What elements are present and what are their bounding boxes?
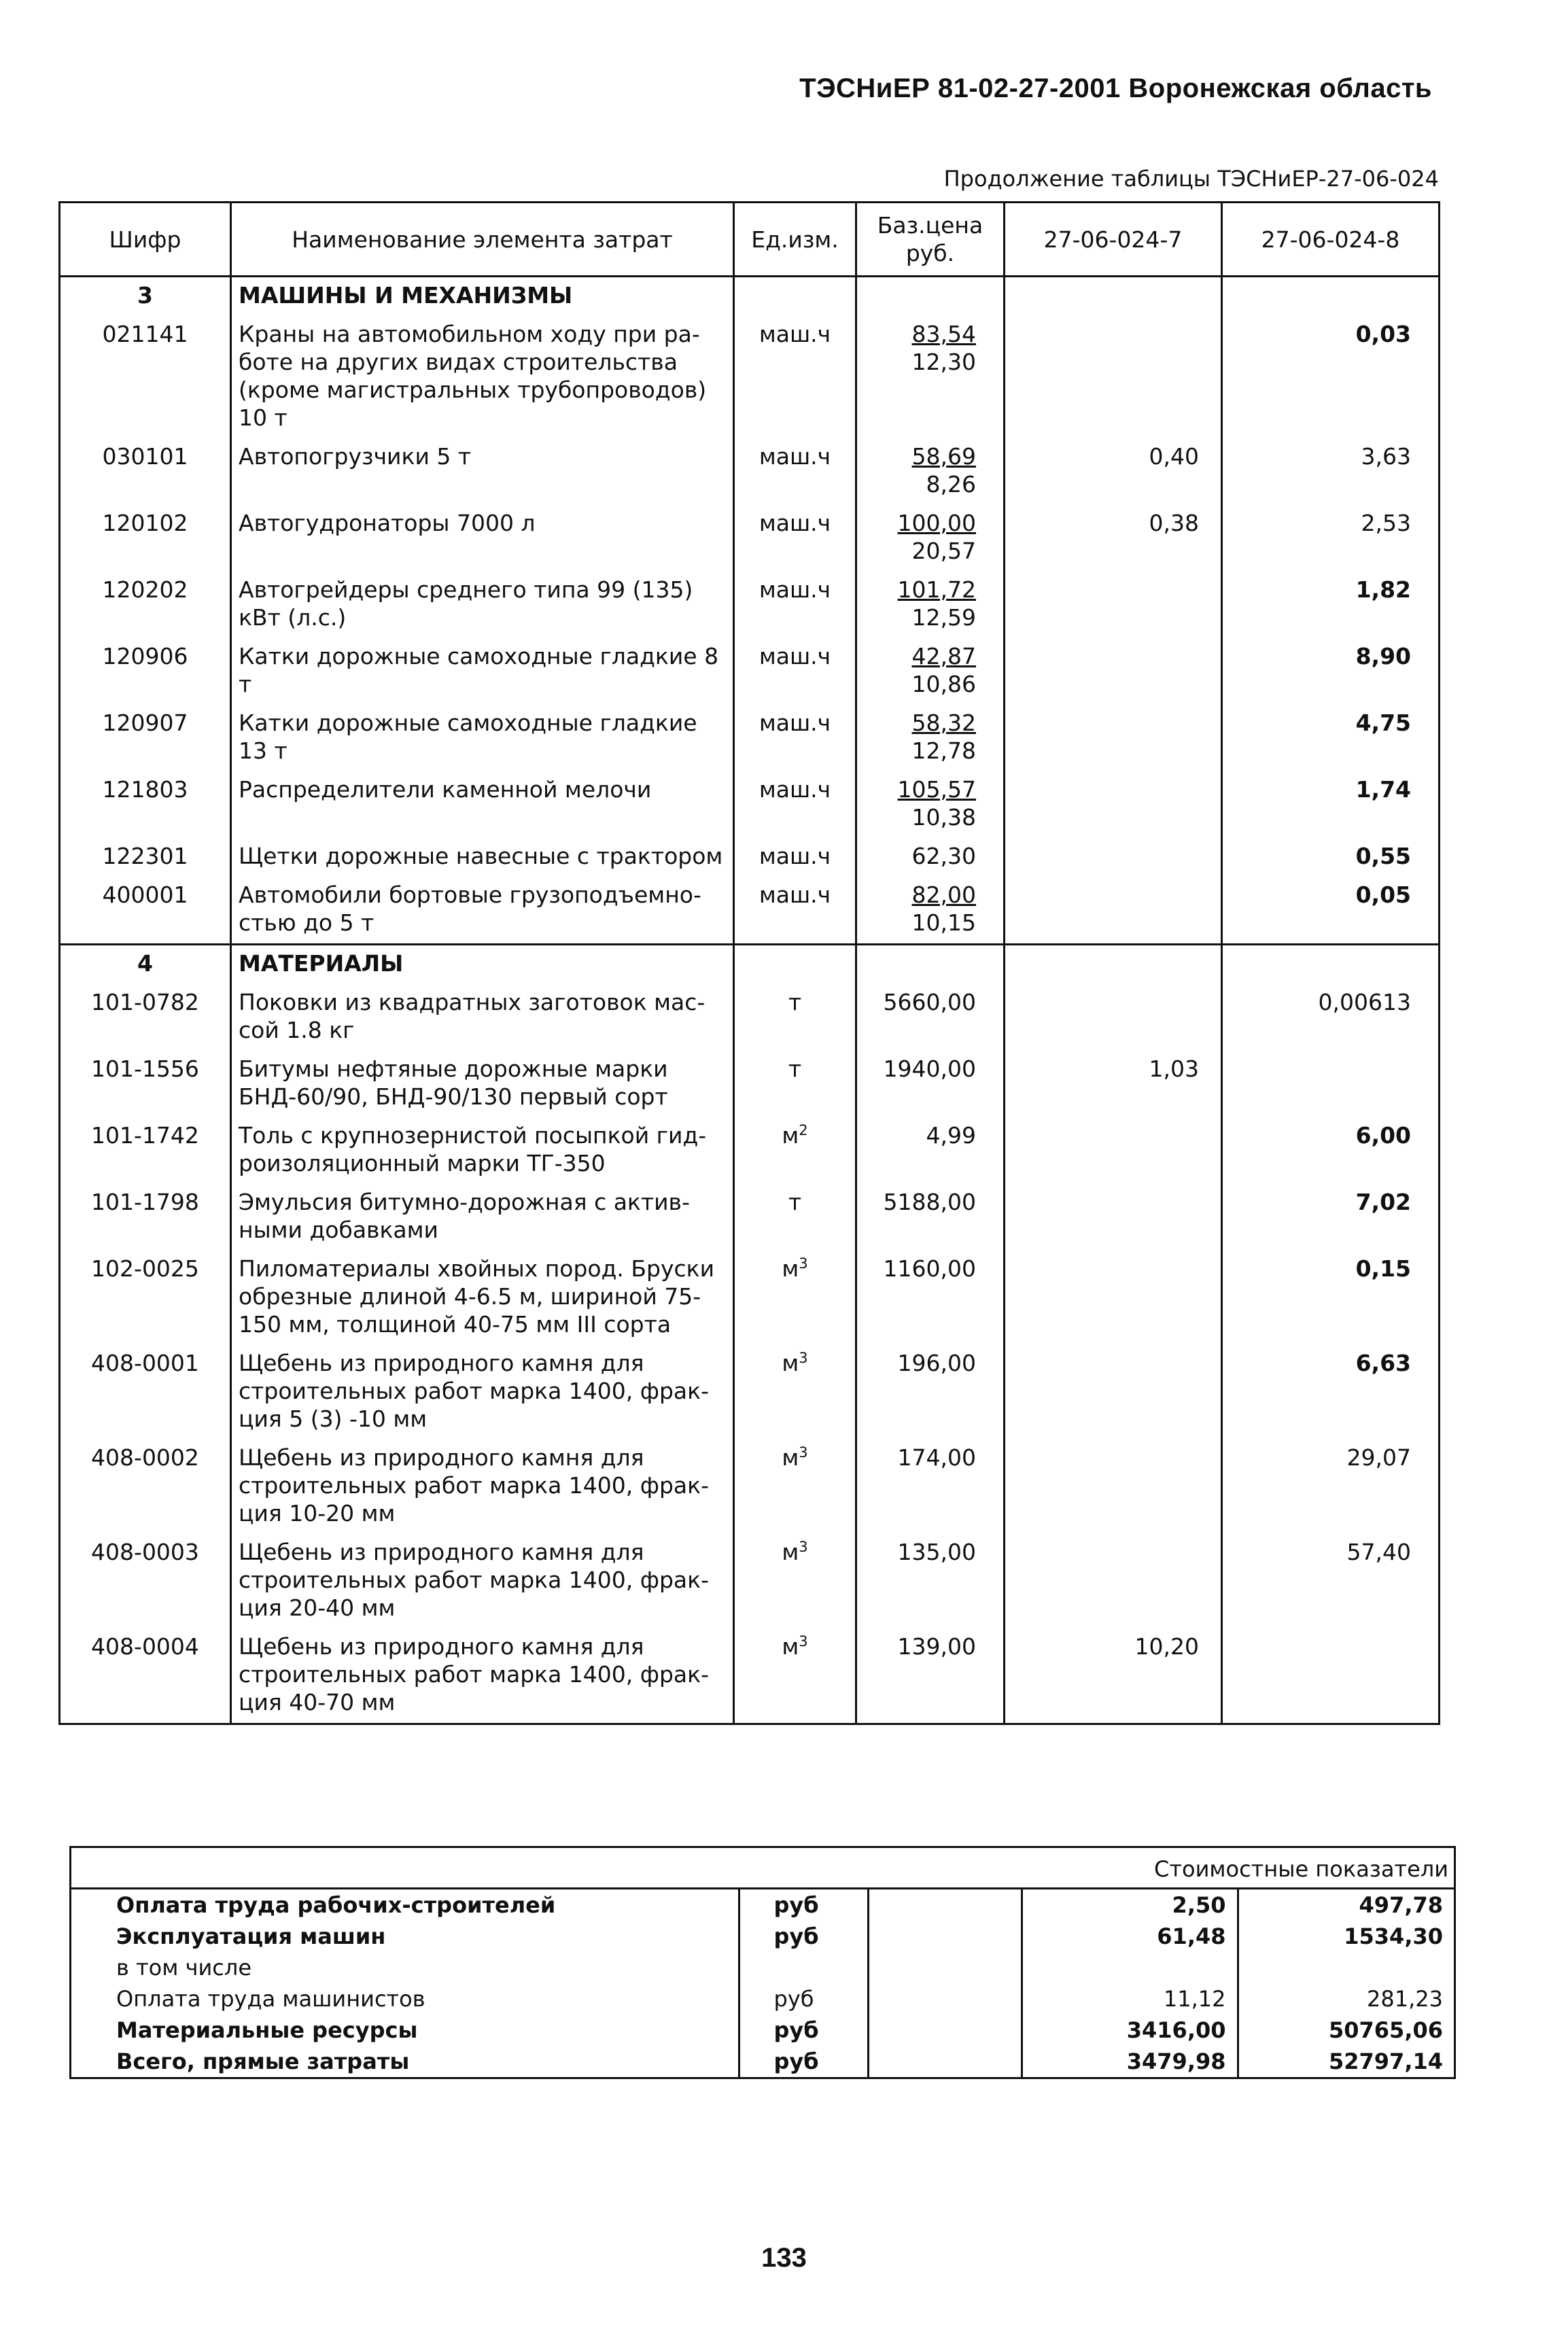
- resource-unit: [734, 1628, 856, 1724]
- resource-name: Эмульсия битумно-дорожная с актив-ными добавками: [231, 1184, 734, 1251]
- unit-exponent: 3: [799, 1444, 808, 1461]
- resource-unit: [734, 438, 856, 505]
- resource-code: 101-1556: [60, 1051, 231, 1117]
- norm-8-value: 0,05: [1222, 877, 1440, 945]
- cost-indicators-caption-row: [71, 1848, 1454, 1889]
- base-price: [856, 505, 1005, 572]
- resource-unit: [734, 1184, 856, 1251]
- cost-row: [71, 1889, 1454, 1921]
- operator-wage-price: 10,86: [911, 671, 976, 697]
- resource-name: Поковки из квадратных заготовок мас-сой 1.8 кг: [231, 984, 734, 1051]
- table-row: [60, 1628, 1440, 1724]
- cost-row: [71, 2015, 1454, 2046]
- unit-text: маш.ч: [759, 576, 831, 603]
- unit-exponent: 2: [799, 1122, 808, 1138]
- norm-7-value: [1005, 838, 1222, 877]
- norm-7-value: [1005, 1534, 1222, 1628]
- cost-label: Материальные ресурсы: [116, 2017, 418, 2043]
- resource-name: Щебень из природного камня для строительных работ марка 1400, фрак-ция 10-20 мм: [231, 1440, 734, 1534]
- resource-name: Щетки дорожные навесные с трактором: [231, 838, 734, 877]
- empty-cell: [1222, 945, 1440, 985]
- operator-wage-price: 12,78: [911, 737, 976, 764]
- table-body: [60, 277, 1440, 1724]
- unit-text: маш.ч: [759, 843, 831, 869]
- machine-price: 58,32: [911, 710, 976, 736]
- unit-exponent: 3: [799, 1633, 808, 1650]
- unit-text: м: [782, 1539, 799, 1565]
- operator-wage-price: 12,30: [911, 349, 976, 375]
- unit-text: м: [782, 1633, 799, 1660]
- section-number: 3: [60, 277, 231, 317]
- empty-cell: [868, 1889, 1022, 1921]
- norm-7-value: [1005, 771, 1222, 838]
- table-row: [60, 1051, 1440, 1117]
- machine-price: 101,72: [897, 576, 976, 603]
- norm-7-value: [1005, 705, 1222, 771]
- unit-text: м: [782, 1122, 799, 1149]
- machine-price: 83,54: [911, 321, 976, 347]
- machine-price: 58,69: [911, 443, 976, 470]
- resource-code: 101-1742: [60, 1117, 231, 1184]
- base-price: 5660,00: [856, 984, 1005, 1051]
- cost-indicators-caption: Стоимостные показатели: [1154, 1856, 1448, 1882]
- unit-text: м: [782, 1350, 799, 1376]
- resource-unit: [734, 1117, 856, 1184]
- norm-8-value: 0,03: [1222, 316, 1440, 438]
- operator-wage-price: 10,38: [911, 804, 976, 831]
- cost-row: [71, 1921, 1454, 1952]
- norm-7-value: [1005, 638, 1222, 705]
- cost-unit: руб: [739, 2046, 868, 2077]
- cost-value-8: 52797,14: [1238, 2046, 1454, 2077]
- unit-text: маш.ч: [759, 710, 831, 736]
- cost-unit: руб: [739, 1889, 868, 1921]
- cost-value-7: 2,50: [1022, 1889, 1238, 1921]
- table-row: [60, 438, 1440, 505]
- base-price: 196,00: [856, 1345, 1005, 1440]
- norm-8-value: 2,53: [1222, 505, 1440, 572]
- resource-unit: [734, 316, 856, 438]
- column-header-norm-7: 27-06-024-7: [1005, 203, 1222, 277]
- norm-7-value: [1005, 1440, 1222, 1534]
- empty-cell: [868, 1983, 1022, 2015]
- cost-label: Оплата труда рабочих-строителей: [116, 1892, 556, 1918]
- operator-wage-price: 20,57: [911, 538, 976, 564]
- base-price: 139,00: [856, 1628, 1005, 1724]
- cost-label: Оплата труда машинистов: [116, 1986, 425, 2012]
- resource-code: 101-0782: [60, 984, 231, 1051]
- empty-cell: [1005, 945, 1222, 985]
- norm-7-value: [1005, 1251, 1222, 1345]
- empty-cell: [868, 2046, 1022, 2077]
- empty-cell: [868, 1952, 1022, 1983]
- column-header-code: Шифр: [60, 203, 231, 277]
- machine-price: 62,30: [911, 843, 976, 869]
- resource-code: 408-0004: [60, 1628, 231, 1724]
- cost-value-7: 11,12: [1022, 1983, 1238, 2015]
- resource-unit: [734, 1345, 856, 1440]
- empty-cell: [734, 277, 856, 317]
- norm-7-value: 10,20: [1005, 1628, 1222, 1724]
- resource-name: Автогудронаторы 7000 л: [231, 505, 734, 572]
- cost-label: в том числе: [116, 1955, 251, 1981]
- section-title: МАТЕРИАЛЫ: [231, 945, 734, 985]
- table-row: [60, 838, 1440, 877]
- resource-name: Катки дорожные самоходные гладкие 13 т: [231, 705, 734, 771]
- cost-value-7: 61,48: [1022, 1921, 1238, 1952]
- norm-8-value: 29,07: [1222, 1440, 1440, 1534]
- resource-name: Битумы нефтяные дорожные марки БНД-60/90, БНД-90/130 первый сорт: [231, 1051, 734, 1117]
- base-price: [856, 705, 1005, 771]
- empty-cell: [1222, 277, 1440, 317]
- resource-name: Толь с крупнозернистой посыпкой гид-роизоляционный марки ТГ-350: [231, 1117, 734, 1184]
- table-continuation-note: Продолжение таблицы ТЭСНиЕР-27-06-024: [943, 166, 1439, 192]
- norm-8-value: 1,74: [1222, 771, 1440, 838]
- column-header-norm-8: 27-06-024-8: [1222, 203, 1440, 277]
- machine-price: 82,00: [911, 882, 976, 908]
- unit-text: маш.ч: [759, 643, 831, 669]
- table-row: [60, 1117, 1440, 1184]
- base-price: 1940,00: [856, 1051, 1005, 1117]
- resource-unit: [734, 1051, 856, 1117]
- cost-unit: [739, 1952, 868, 1983]
- page-number: 133: [761, 2243, 807, 2273]
- unit-text: маш.ч: [759, 321, 831, 347]
- resource-unit: [734, 771, 856, 838]
- norm-8-value: 3,63: [1222, 438, 1440, 505]
- resource-unit: [734, 1251, 856, 1345]
- norm-7-value: 1,03: [1005, 1051, 1222, 1117]
- empty-cell: [868, 2015, 1022, 2046]
- norm-7-value: [1005, 572, 1222, 638]
- base-price: 135,00: [856, 1534, 1005, 1628]
- resource-code: 408-0003: [60, 1534, 231, 1628]
- cost-row: [71, 1952, 1454, 1983]
- resource-code: 120202: [60, 572, 231, 638]
- table-row: [60, 984, 1440, 1051]
- cost-value-8: 281,23: [1238, 1983, 1454, 2015]
- column-header-unit: Ед.изм.: [734, 203, 856, 277]
- cost-indicators-table: [71, 1889, 1454, 2077]
- base-price: [856, 638, 1005, 705]
- resource-name: Щебень из природного камня для строительных работ марка 1400, фрак-ция 40-70 мм: [231, 1628, 734, 1724]
- base-price: 174,00: [856, 1440, 1005, 1534]
- unit-exponent: 3: [799, 1539, 808, 1555]
- unit-text: т: [788, 1189, 802, 1215]
- base-price: [856, 572, 1005, 638]
- norm-8-value: 0,15: [1222, 1251, 1440, 1345]
- table-row: [60, 1184, 1440, 1251]
- table-row: [60, 1534, 1440, 1628]
- cost-value-8: 50765,06: [1238, 2015, 1454, 2046]
- resource-name: Катки дорожные самоходные гладкие 8 т: [231, 638, 734, 705]
- cost-value-8: 1534,30: [1238, 1921, 1454, 1952]
- table-row: [60, 1345, 1440, 1440]
- resource-code: 120906: [60, 638, 231, 705]
- unit-text: маш.ч: [759, 882, 831, 908]
- resource-code: 102-0025: [60, 1251, 231, 1345]
- norm-7-value: [1005, 984, 1222, 1051]
- resource-unit: [734, 877, 856, 945]
- section-number: 4: [60, 945, 231, 985]
- resource-unit: [734, 572, 856, 638]
- resource-code: 120102: [60, 505, 231, 572]
- cost-row: [71, 1983, 1454, 2015]
- unit-text: т: [788, 1056, 802, 1082]
- unit-exponent: 3: [799, 1255, 808, 1272]
- resource-unit: [734, 1534, 856, 1628]
- norm-7-value: 0,40: [1005, 438, 1222, 505]
- machine-price: 100,00: [897, 510, 976, 536]
- section-header-row: [60, 277, 1440, 317]
- resource-unit: [734, 1440, 856, 1534]
- resource-unit: [734, 705, 856, 771]
- cost-value-8: [1238, 1952, 1454, 1983]
- resource-unit: [734, 838, 856, 877]
- table-header-row: [60, 203, 1440, 277]
- empty-cell: [856, 277, 1005, 317]
- cost-indicators-body: [71, 1889, 1454, 2077]
- base-price: [856, 316, 1005, 438]
- table-row: [60, 1440, 1440, 1534]
- norm-8-value: 0,00613: [1222, 984, 1440, 1051]
- norm-8-value: [1222, 1628, 1440, 1724]
- operator-wage-price: 8,26: [926, 471, 976, 498]
- resource-name: Щебень из природного камня для строительных работ марка 1400, фрак-ция 20-40 мм: [231, 1534, 734, 1628]
- base-price: 5188,00: [856, 1184, 1005, 1251]
- table-row: [60, 877, 1440, 945]
- column-header-base-price: Баз.цена руб.: [856, 203, 1005, 277]
- resource-unit: [734, 984, 856, 1051]
- norm-7-value: [1005, 1184, 1222, 1251]
- norm-8-value: 57,40: [1222, 1534, 1440, 1628]
- cost-indicators: [69, 1846, 1456, 2079]
- unit-exponent: 3: [799, 1350, 808, 1366]
- norm-8-value: 6,63: [1222, 1345, 1440, 1440]
- column-header-name: Наименование элемента затрат: [231, 203, 734, 277]
- table-row: [60, 572, 1440, 638]
- resource-code: 030101: [60, 438, 231, 505]
- resource-code: 121803: [60, 771, 231, 838]
- unit-text: м: [782, 1255, 799, 1282]
- empty-cell: [856, 945, 1005, 985]
- unit-text: маш.ч: [759, 510, 831, 536]
- unit-text: маш.ч: [759, 776, 831, 803]
- resource-unit: [734, 638, 856, 705]
- cost-label: Эксплуатация машин: [116, 1923, 386, 1949]
- table-row: [60, 316, 1440, 438]
- empty-cell: [734, 945, 856, 985]
- table-row: [60, 771, 1440, 838]
- cost-value-7: 3479,98: [1022, 2046, 1238, 2077]
- cost-row: [71, 2046, 1454, 2077]
- cost-unit: руб: [739, 1983, 868, 2015]
- cost-value-7: 3416,00: [1022, 2015, 1238, 2046]
- empty-cell: [868, 1921, 1022, 1952]
- unit-text: маш.ч: [759, 443, 831, 470]
- table-row: [60, 505, 1440, 572]
- cost-unit: руб: [739, 2015, 868, 2046]
- cost-label: Всего, прямые затраты: [116, 2049, 410, 2074]
- resource-code: 101-1798: [60, 1184, 231, 1251]
- resource-code: 120907: [60, 705, 231, 771]
- operator-wage-price: 10,15: [911, 909, 976, 936]
- norm-7-value: 0,38: [1005, 505, 1222, 572]
- resource-table: [58, 201, 1440, 1725]
- table-row: [60, 638, 1440, 705]
- norm-8-value: [1222, 1051, 1440, 1117]
- table-row: [60, 705, 1440, 771]
- section-header-row: [60, 945, 1440, 985]
- machine-price: 42,87: [911, 643, 976, 669]
- unit-text: м: [782, 1444, 799, 1471]
- norm-7-value: [1005, 316, 1222, 438]
- document-header: ТЭСНиЕР 81-02-27-2001 Воронежская область: [799, 73, 1432, 103]
- norm-8-value: 4,75: [1222, 705, 1440, 771]
- resource-code: 021141: [60, 316, 231, 438]
- resource-code: 408-0002: [60, 1440, 231, 1534]
- resource-name: Распределители каменной мелочи: [231, 771, 734, 838]
- cost-unit: руб: [739, 1921, 868, 1952]
- resource-name: Краны на автомобильном ходу при ра-боте на других видах строительства (кроме магистральных трубопроводов) 10 т: [231, 316, 734, 438]
- resource-name: Пиломатериалы хвойных пород. Бруски обрезные длиной 4-6.5 м, шириной 75-150 мм, толщиной 40-75 мм III сорта: [231, 1251, 734, 1345]
- base-price: 1160,00: [856, 1251, 1005, 1345]
- base-price: 4,99: [856, 1117, 1005, 1184]
- section-title: МАШИНЫ И МЕХАНИЗМЫ: [231, 277, 734, 317]
- norm-7-value: [1005, 877, 1222, 945]
- resource-unit: [734, 505, 856, 572]
- norm-8-value: 6,00: [1222, 1117, 1440, 1184]
- base-price: [856, 838, 1005, 877]
- empty-cell: [1005, 277, 1222, 317]
- resource-name: Автопогрузчики 5 т: [231, 438, 734, 505]
- resource-name: Автогрейдеры среднего типа 99 (135) кВт (л.с.): [231, 572, 734, 638]
- base-price: [856, 877, 1005, 945]
- resource-code: 400001: [60, 877, 231, 945]
- base-price: [856, 438, 1005, 505]
- norm-7-value: [1005, 1345, 1222, 1440]
- table-row: [60, 1251, 1440, 1345]
- machine-price: 105,57: [897, 776, 976, 803]
- cost-value-7: [1022, 1952, 1238, 1983]
- norm-8-value: 7,02: [1222, 1184, 1440, 1251]
- norm-7-value: [1005, 1117, 1222, 1184]
- resource-name: Автомобили бортовые грузоподъемно-стью до 5 т: [231, 877, 734, 945]
- norm-8-value: 0,55: [1222, 838, 1440, 877]
- base-price: [856, 771, 1005, 838]
- norm-8-value: 8,90: [1222, 638, 1440, 705]
- resource-code: 122301: [60, 838, 231, 877]
- resource-code: 408-0001: [60, 1345, 231, 1440]
- operator-wage-price: 12,59: [911, 604, 976, 631]
- cost-value-8: 497,78: [1238, 1889, 1454, 1921]
- resource-name: Щебень из природного камня для строительных работ марка 1400, фрак-ция 5 (3) -10 мм: [231, 1345, 734, 1440]
- unit-text: т: [788, 989, 802, 1015]
- norm-8-value: 1,82: [1222, 572, 1440, 638]
